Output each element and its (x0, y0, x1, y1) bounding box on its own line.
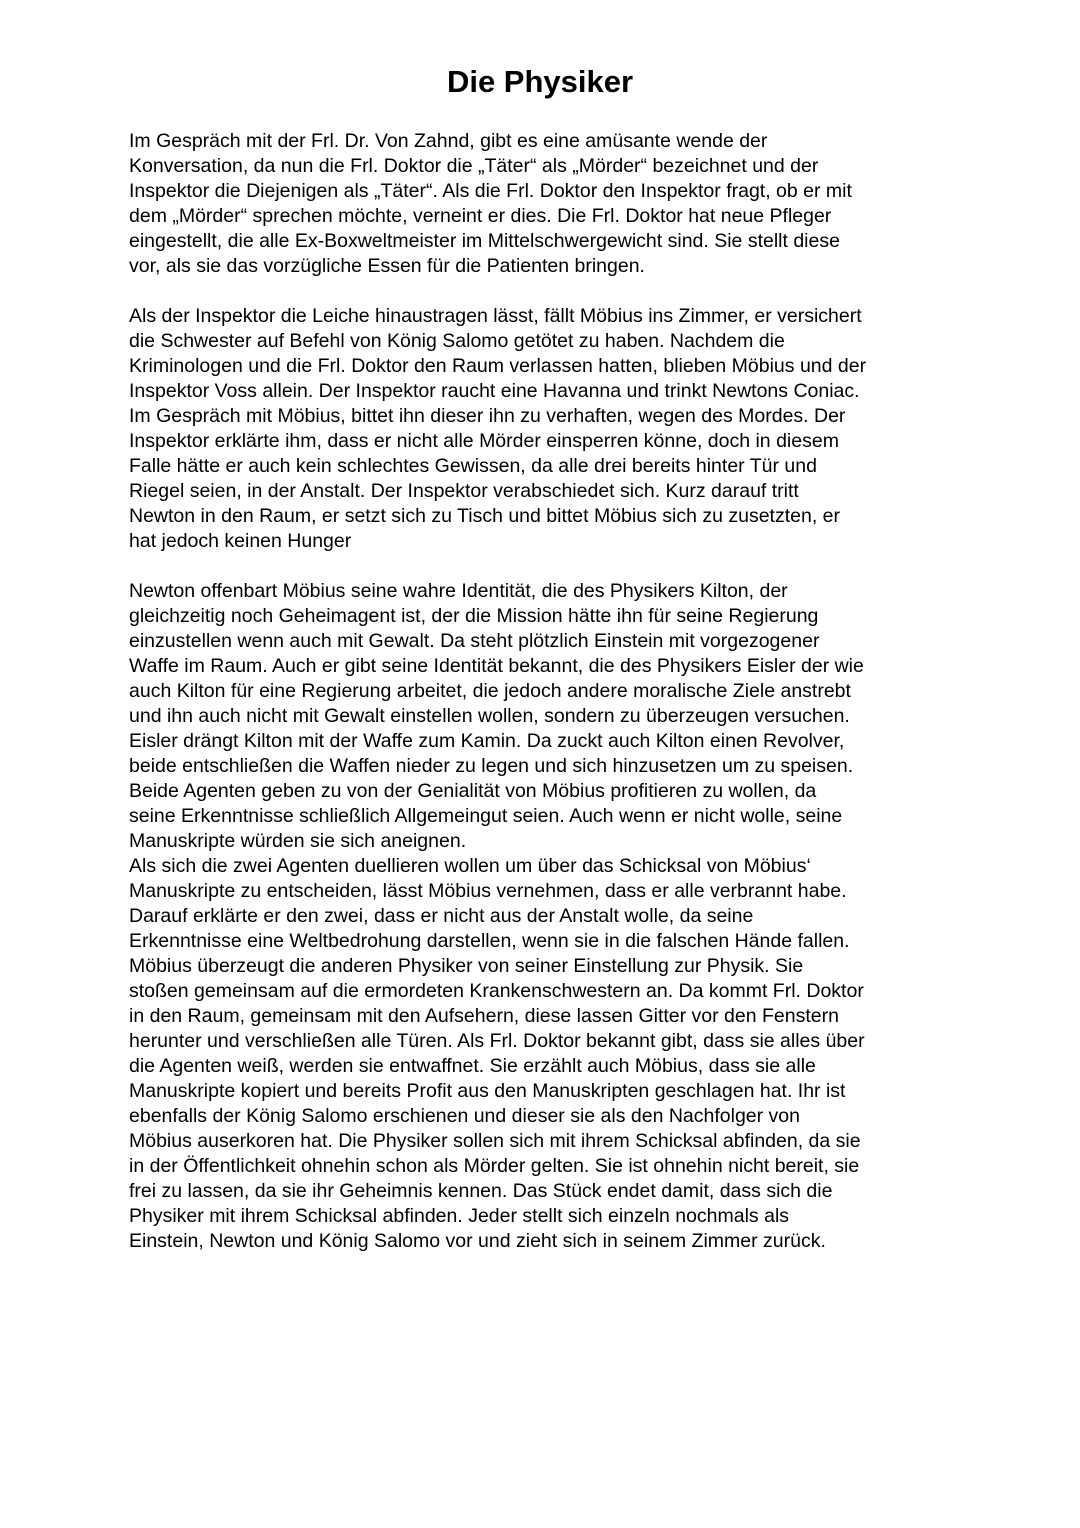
text-line: ebenfalls der König Salomo erschienen und dieser sie als den Nachfolger von (129, 1105, 800, 1127)
text-line: in der Öffentlichkeit ohnehin schon als Mörder gelten. Sie ist ohnehin nicht bereit, sie (129, 1155, 860, 1177)
document-body (129, 129, 959, 1254)
text-line: Newton offenbart Möbius seine wahre Identität, die des Physikers Kilton, der (129, 580, 788, 602)
text-line: beide entschließen die Waffen nieder zu legen und sich hinzusetzen um zu speisen. (129, 755, 854, 777)
text-line: vor, als sie das vorzügliche Essen für die Patienten bringen. (129, 255, 645, 277)
text-line: Im Gespräch mit der Frl. Dr. Von Zahnd, gibt es eine amüsante wende der (129, 130, 768, 152)
text-line: eingestellt, die alle Ex-Boxweltmeister im Mittelschwergewicht sind. Sie stellt diese (129, 230, 840, 252)
text-line: Darauf erklärte er den zwei, dass er nicht aus der Anstalt wolle, da seine (129, 905, 754, 927)
text-line: Inspektor Voss allein. Der Inspektor raucht eine Havanna und trinkt Newtons Coniac. (129, 380, 860, 402)
paragraph-gap (129, 279, 959, 304)
text-line: Möbius überzeugt die anderen Physiker von seiner Einstellung zur Physik. Sie (129, 955, 804, 977)
text-line: Kriminologen und die Frl. Doktor den Raum verlassen hatten, blieben Möbius und der (129, 355, 867, 377)
text-line: Beide Agenten geben zu von der Genialität von Möbius profitieren zu wollen, da (129, 780, 817, 802)
text-line: Falle hätte er auch kein schlechtes Gewissen, da alle drei bereits hinter Tür und (129, 455, 817, 477)
text-line: Newton in den Raum, er setzt sich zu Tisch und bittet Möbius sich zu zusetzten, er (129, 505, 840, 527)
text-line: Einstein, Newton und König Salomo vor und zieht sich in seinem Zimmer zurück. (129, 1230, 826, 1252)
text-line: hat jedoch keinen Hunger (129, 530, 352, 552)
text-line: Inspektor die Diejenigen als „Täter“. Als die Frl. Doktor den Inspektor fragt, ob er mit (129, 180, 852, 202)
text-line: Möbius auserkoren hat. Die Physiker sollen sich mit ihrem Schicksal abfinden, da sie (129, 1130, 861, 1152)
text-line: Physiker mit ihrem Schicksal abfinden. Jeder stellt sich einzeln nochmals als (129, 1205, 790, 1227)
text-line: Riegel seien, in der Anstalt. Der Inspektor verabschiedet sich. Kurz darauf tritt (129, 480, 799, 502)
text-line: seine Erkenntnisse schließlich Allgemeingut seien. Auch wenn er nicht wolle, seine (129, 805, 843, 827)
text-line: Erkenntnisse eine Weltbedrohung darstellen, wenn sie in die falschen Hände fallen. (129, 930, 850, 952)
text-line: gleichzeitig noch Geheimagent ist, der die Mission hätte ihn für seine Regierung (129, 605, 819, 627)
paragraph-2 (129, 304, 959, 554)
text-line: die Agenten weiß, werden sie entwaffnet. Sie erzählt auch Möbius, dass sie alle (129, 1055, 816, 1077)
text-line: einzustellen wenn auch mit Gewalt. Da steht plötzlich Einstein mit vorgezogener (129, 630, 820, 652)
text-line: Als sich die zwei Agenten duellieren wollen um über das Schicksal von Möbius‘ (129, 855, 811, 877)
paragraph-4 (129, 854, 959, 1254)
text-line: frei zu lassen, da sie ihr Geheimnis kennen. Das Stück endet damit, dass sich die (129, 1180, 833, 1202)
text-line: stoßen gemeinsam auf die ermordeten Krankenschwestern an. Da kommt Frl. Doktor (129, 980, 864, 1002)
text-line: und ihn auch nicht mit Gewalt einstellen wollen, sondern zu überzeugen versuchen. (129, 705, 850, 727)
text-line: Konversation, da nun die Frl. Doktor die „Täter“ als „Mörder“ bezeichnet und der (129, 155, 819, 177)
text-line: auch Kilton für eine Regierung arbeitet, die jedoch andere moralische Ziele anstrebt (129, 680, 851, 702)
text-line: Manuskripte zu entscheiden, lässt Möbius vernehmen, dass er alle verbrannt habe. (129, 880, 847, 902)
text-line: Eisler drängt Kilton mit der Waffe zum Kamin. Da zuckt auch Kilton einen Revolver, (129, 730, 845, 752)
text-line: die Schwester auf Befehl von König Salomo getötet zu haben. Nachdem die (129, 330, 785, 352)
paragraph-1 (129, 129, 959, 279)
text-line: dem „Mörder“ sprechen möchte, verneint er dies. Die Frl. Doktor hat neue Pfleger (129, 205, 832, 227)
text-line: in den Raum, gemeinsam mit den Aufsehern, diese lassen Gitter vor den Fenstern (129, 1005, 839, 1027)
text-line: Manuskripte kopiert und bereits Profit aus den Manuskripten geschlagen hat. Ihr ist (129, 1080, 846, 1102)
document-title: Die Physiker (446, 64, 634, 99)
text-line: Waffe im Raum. Auch er gibt seine Identität bekannt, die des Physikers Eisler der wie (129, 655, 864, 677)
text-line: Als der Inspektor die Leiche hinaustragen lässt, fällt Möbius ins Zimmer, er versichert (129, 305, 862, 327)
text-line: Manuskripte würden sie sich aneignen. (129, 830, 467, 852)
paragraph-3 (129, 579, 959, 854)
text-line: Im Gespräch mit Möbius, bittet ihn dieser ihn zu verhaften, wegen des Mordes. Der (129, 405, 846, 427)
text-line: Inspektor erklärte ihm, dass er nicht alle Mörder einsperren könne, doch in diesem (129, 430, 839, 452)
paragraph-gap (129, 554, 959, 579)
text-line: herunter und verschließen alle Türen. Als Frl. Doktor bekannt gibt, dass sie alles über (129, 1030, 865, 1052)
